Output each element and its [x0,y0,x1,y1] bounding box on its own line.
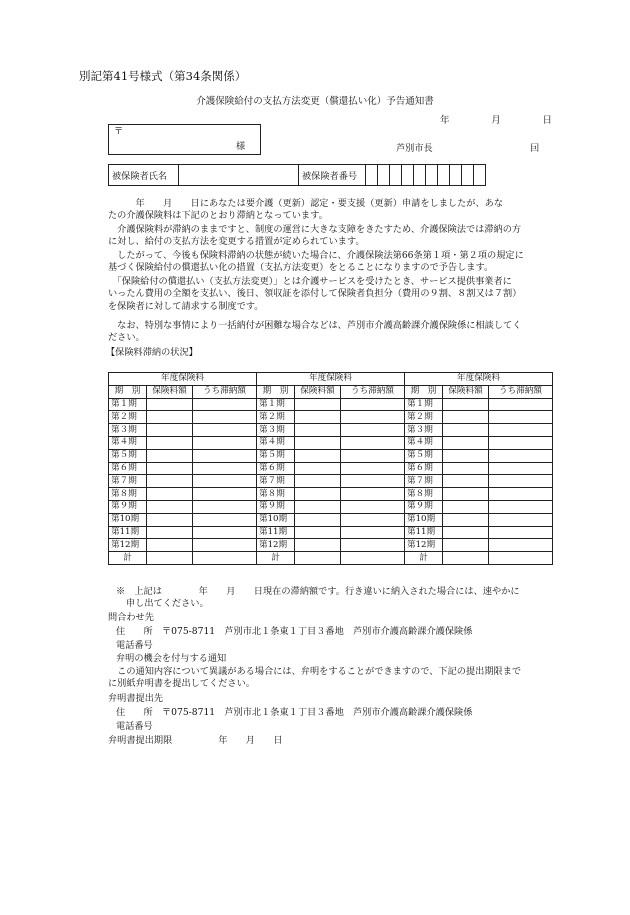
table-row [109,475,553,488]
table-row [109,424,553,437]
issue-date [440,112,552,126]
insured-number-digit [402,165,414,186]
inquiry-address: 住 所 〒075-8711 芦別市北１条東１丁目３番地 芦別市介護高齢課介護保険係 [116,626,473,637]
body-paragraph-2: 介護保険料が滞納のままですと、制度の運営に大きな支障をきたすため、介護保険法では滞納の方 に対し、給付の支払方法を変更する措置が定められています。 [108,224,522,248]
date-year-label: 年 [440,115,450,126]
arrears-amount-cell [341,500,405,513]
arrears-amount-cell [193,424,257,437]
premium-amount-cell [295,539,341,552]
arrears-amount-cell [193,488,257,501]
premium-amount-cell [443,411,489,424]
period-label-cell: 第７期 [405,475,443,488]
insured-number-digit [438,165,450,186]
table-row [109,449,553,462]
premium-amount-cell [443,500,489,513]
arrears-amount-cell [193,411,257,424]
period-label-cell: 第10期 [405,513,443,526]
premium-amount-cell [443,526,489,539]
premium-amount-cell [443,475,489,488]
period-label-cell: 第８期 [257,488,295,501]
postal-mark: 〒 [114,126,124,137]
period-label-cell: 第10期 [109,513,147,526]
premium-amount-cell [443,449,489,462]
arrears-amount-cell [193,539,257,552]
premium-amount-cell [295,424,341,437]
period-label-cell: 第11期 [405,526,443,539]
official-seal-mark: 囙 [530,143,540,154]
recipient-honorific: 様 [236,141,246,152]
period-label-cell: 第６期 [109,462,147,475]
total-label-cell: 計 [109,552,147,565]
arrears-amount-cell [341,475,405,488]
table-row [109,411,553,424]
arrears-amount-cell [341,436,405,449]
premium-amount-cell [443,424,489,437]
premium-amount-cell [295,462,341,475]
premium-amount-cell [147,462,193,475]
period-label-cell: 第11期 [109,526,147,539]
arrears-amount-cell [341,526,405,539]
sender-mayor: 芦別市長 [396,143,433,154]
table-row [109,500,553,513]
period-label-cell: 第２期 [109,411,147,424]
table-row [109,398,553,411]
premium-amount-cell [295,475,341,488]
arrears-amount-cell [341,488,405,501]
arrears-amount-cell [489,398,553,411]
premium-total-cell [443,552,489,565]
arrears-amount-cell [489,475,553,488]
insured-name-cell [179,165,299,186]
premium-amount-cell [295,449,341,462]
table-row [109,526,553,539]
premium-amount-cell [295,488,341,501]
arrears-amount-cell [489,526,553,539]
premium-column-header: 保険料額 [295,385,341,398]
premium-amount-cell [295,398,341,411]
premium-amount-cell [147,475,193,488]
year-header-cell: 年度保険料 [405,373,553,386]
period-label-cell: 第４期 [257,436,295,449]
period-label-cell: 第11期 [257,526,295,539]
arrears-amount-cell [489,513,553,526]
premium-column-header: 保険料額 [443,385,489,398]
premium-total-cell [147,552,193,565]
premium-amount-cell [295,411,341,424]
premium-amount-cell [443,539,489,552]
submission-deadline: 弁明書提出期限 年 月 日 [108,735,283,746]
period-label-cell: 第12期 [109,539,147,552]
table-row [109,513,553,526]
period-label-cell: 第10期 [257,513,295,526]
premium-amount-cell [443,488,489,501]
body-paragraph-4: 「保険給付の償還払い（支払方法変更）」とは介護サービスを受けたとき、サービス提供事業者に いったん費用の全額を支払い、後日、領収証を添付して保険者負担分（費用の９割、８割又は７割） を保険者に対して請求する制度です。 [108,276,522,312]
body-paragraph-5: なお、特別な事情により一括納付が困難な場合などは、芦別市介護高齢課介護保険係に相談してく ださい。 [108,320,522,344]
arrears-amount-cell [489,424,553,437]
premium-amount-cell [295,436,341,449]
arrears-amount-cell [193,462,257,475]
period-label-cell: 第５期 [109,449,147,462]
arrears-amount-cell [341,411,405,424]
arrears-amount-cell [489,488,553,501]
period-label-cell: 第５期 [405,449,443,462]
arrears-amount-cell [193,500,257,513]
opportunity-heading: 弁明の機会を付与する通知 [116,653,227,664]
period-label-cell: 第３期 [257,424,295,437]
insured-number-digit [474,165,486,186]
premium-amount-cell [443,513,489,526]
arrears-amount-cell [341,424,405,437]
arrears-amount-cell [341,539,405,552]
premium-amount-cell [147,539,193,552]
period-column-header: 期 別 [257,385,295,398]
period-label-cell: 第６期 [257,462,295,475]
premium-amount-cell [147,500,193,513]
period-label-cell: 第12期 [257,539,295,552]
premium-amount-cell [295,500,341,513]
period-label-cell: 第７期 [109,475,147,488]
arrears-table [108,372,553,565]
insured-name-label: 被保険者氏名 [109,165,179,186]
current-status-note: ※ 上記は 年 月 日現在の滞納額です。行き違いに納入された場合には、速やかに 申し出てください。 [116,586,520,610]
submit-heading: 弁明書提出先 [108,693,164,704]
premium-amount-cell [443,398,489,411]
insured-number-digit [390,165,402,186]
arrears-amount-cell [341,462,405,475]
premium-amount-cell [295,526,341,539]
insured-info-table [108,164,486,186]
insured-number-digit [414,165,426,186]
premium-amount-cell [147,411,193,424]
document-title: 介護保険給付の支払方法変更（償還払い化）予告通知書 [196,96,434,107]
period-label-cell: 第９期 [109,500,147,513]
period-label-cell: 第３期 [405,424,443,437]
premium-amount-cell [147,449,193,462]
period-label-cell: 第８期 [405,488,443,501]
premium-amount-cell [147,513,193,526]
period-label-cell: 第８期 [109,488,147,501]
table-row [109,436,553,449]
arrears-amount-cell [489,411,553,424]
period-label-cell: 第５期 [257,449,295,462]
period-label-cell: 第１期 [109,398,147,411]
date-month-label: 月 [491,115,501,126]
period-label-cell: 第３期 [109,424,147,437]
body-paragraph-3: したがって、今後も保険料滞納の状態が続いた場合に、介護保険法第66条第１項・第２項の規定に 基づく保険給付の償還払い化の措置（支払方法変更）をとることになりますので予告します。 [108,250,524,274]
arrears-amount-cell [489,500,553,513]
premium-amount-cell [147,526,193,539]
period-label-cell: 第12期 [405,539,443,552]
section-heading: 【保険料滞納の状況】 [106,347,198,358]
period-label-cell: 第２期 [257,411,295,424]
premium-total-cell [295,552,341,565]
body-paragraph-1: 年 月 日にあなたは要介護（更新）認定・要支援（更新）申請をしましたが、あな たの介護保険料は下記のとおり滞納となっています。 [108,198,504,222]
arrears-amount-cell [341,398,405,411]
period-label-cell: 第９期 [257,500,295,513]
arrears-total-cell [193,552,257,565]
premium-amount-cell [147,488,193,501]
insured-number-digit [366,165,378,186]
arrears-amount-cell [193,513,257,526]
period-label-cell: 第４期 [405,436,443,449]
year-header-cell: 年度保険料 [257,373,405,386]
arrears-total-cell [341,552,405,565]
period-label-cell: 第１期 [405,398,443,411]
premium-column-header: 保険料額 [147,385,193,398]
period-label-cell: 第１期 [257,398,295,411]
column-header-row [109,385,553,398]
arrears-total-cell [489,552,553,565]
insured-number-digit [450,165,462,186]
table-row [109,539,553,552]
premium-amount-cell [147,398,193,411]
arrears-amount-cell [489,449,553,462]
opportunity-text: この通知内容について異議がある場合には、弁明をすることができますので、下記の提出期限まで に別紙弁明書を提出してください。 [108,666,522,690]
insured-number-digit [462,165,474,186]
insured-number-digit [426,165,438,186]
premium-amount-cell [147,424,193,437]
arrears-column-header: うち滞納額 [489,385,553,398]
arrears-amount-cell [193,526,257,539]
inquiry-phone: 電話番号 [116,640,153,651]
arrears-amount-cell [489,462,553,475]
year-header-cell: 年度保険料 [109,373,257,386]
total-label-cell: 計 [257,552,295,565]
arrears-amount-cell [193,475,257,488]
table-row [109,488,553,501]
arrears-column-header: うち滞納額 [193,385,257,398]
form-number: 別記第41号様式（第34条関係） [79,69,247,83]
inquiry-heading: 問合わせ先 [108,612,154,623]
period-label-cell: 第２期 [405,411,443,424]
total-label-cell: 計 [405,552,443,565]
period-label-cell: 第６期 [405,462,443,475]
premium-amount-cell [443,436,489,449]
period-column-header: 期 別 [109,385,147,398]
insured-number-digit [378,165,390,186]
table-row [109,462,553,475]
date-day-label: 日 [542,115,552,126]
premium-amount-cell [443,462,489,475]
total-row [109,552,553,565]
year-header-row [109,373,553,386]
arrears-amount-cell [489,539,553,552]
period-label-cell: 第７期 [257,475,295,488]
premium-amount-cell [147,436,193,449]
arrears-amount-cell [489,436,553,449]
submit-phone: 電話番号 [116,721,153,732]
premium-amount-cell [295,513,341,526]
period-label-cell: 第４期 [109,436,147,449]
arrears-amount-cell [193,436,257,449]
period-column-header: 期 別 [405,385,443,398]
insured-number-label: 被保険者番号 [299,165,366,186]
arrears-amount-cell [193,398,257,411]
arrears-amount-cell [341,513,405,526]
period-label-cell: 第９期 [405,500,443,513]
arrears-amount-cell [193,449,257,462]
arrears-column-header: うち滞納額 [341,385,405,398]
submit-address: 住 所 〒075-8711 芦別市北１条東１丁目３番地 芦別市介護高齢課介護保険係 [116,707,473,718]
arrears-amount-cell [341,449,405,462]
